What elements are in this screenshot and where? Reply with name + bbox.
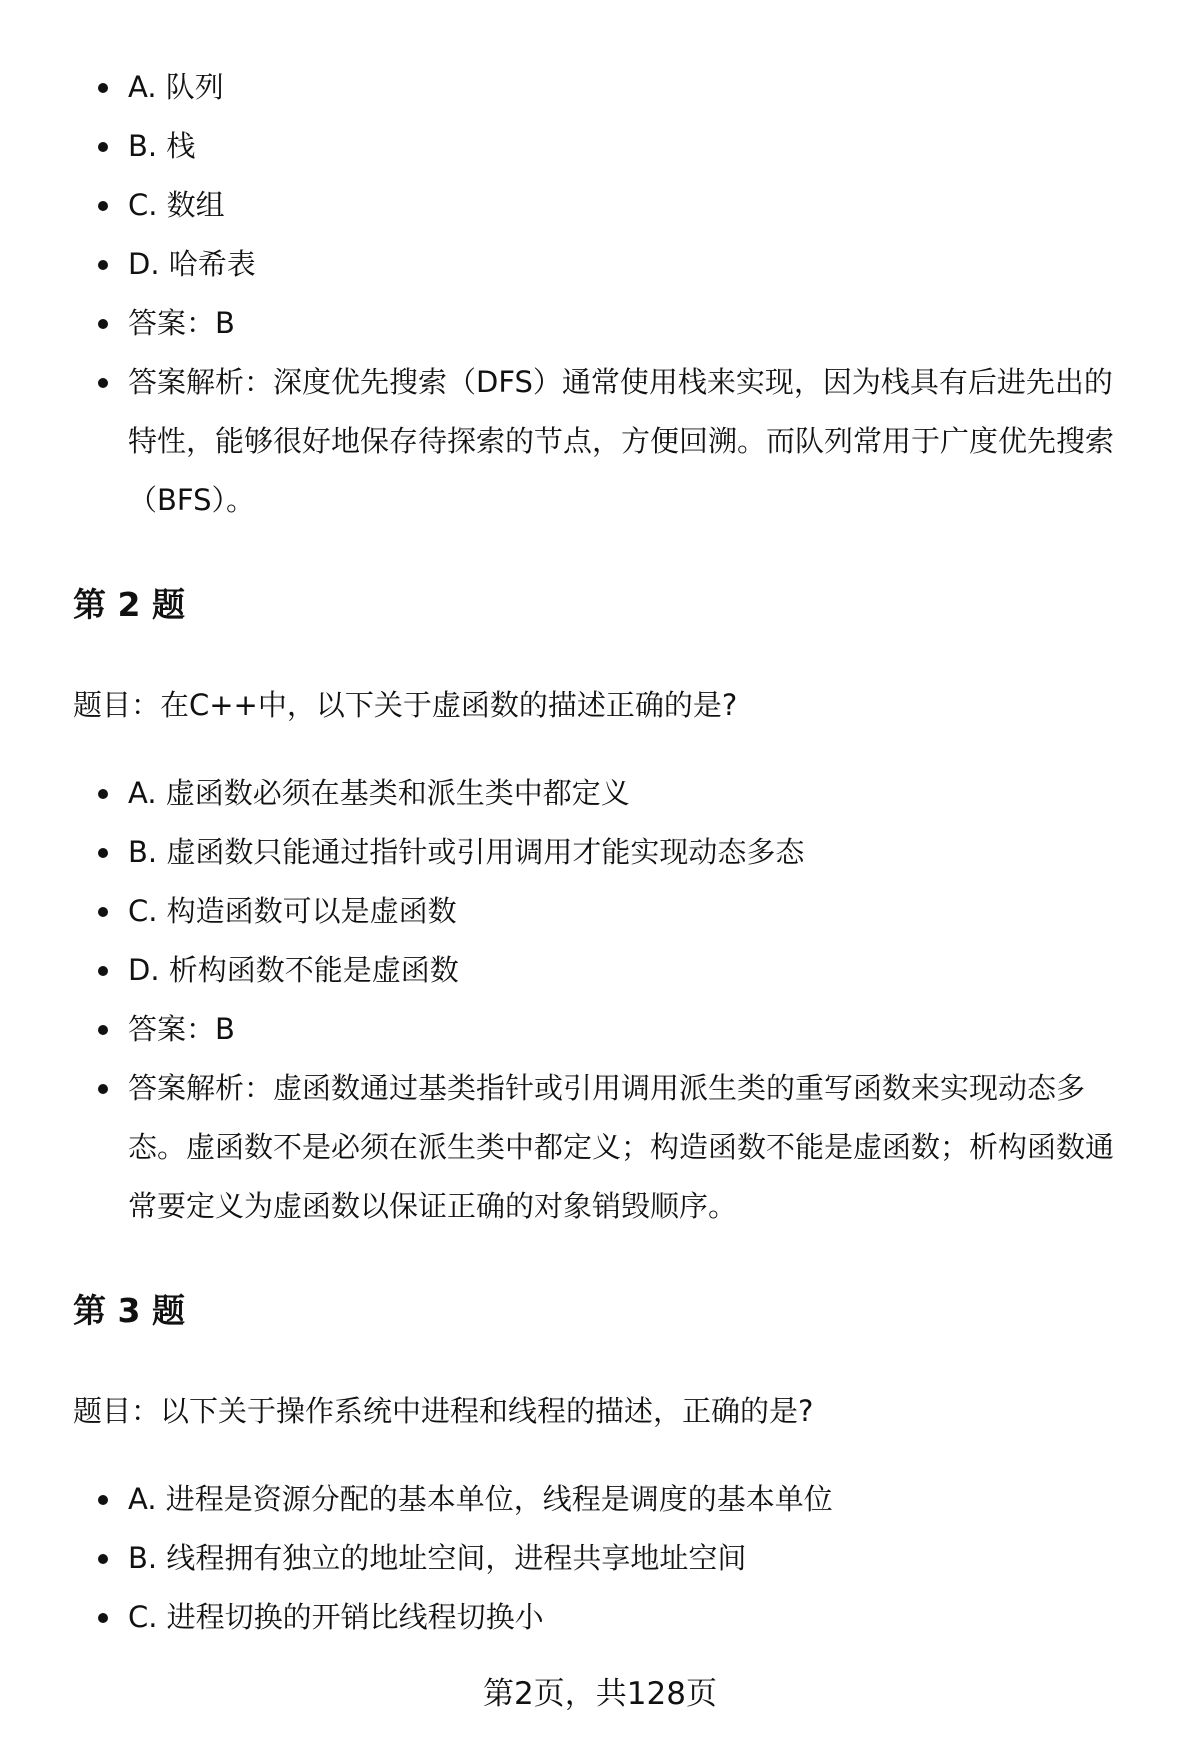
question-1-options xyxy=(0,58,1200,530)
question-1-block xyxy=(0,58,1200,530)
question-3-block xyxy=(0,1470,1200,1647)
answer-explanation: 答案解析：虚函数通过基类指针或引用调用派生类的重写函数来实现动态多态。虚函数不是必须在派生类中都定义；构造函数不能是虚函数；析构函数通常要定义为虚函数以保证正确的对象销毁顺序。 xyxy=(0,1059,1140,1236)
option-a: A. 队列 xyxy=(0,58,1200,117)
page-number: 第2页，共128页 xyxy=(483,1676,717,1712)
question-2-stem: 题目：在C++中，以下关于虚函数的描述正确的是? xyxy=(73,688,738,722)
question-3-title: 第 3 题 xyxy=(73,1291,185,1330)
option-d: D. 哈希表 xyxy=(0,235,1200,294)
option-c: C. 构造函数可以是虚函数 xyxy=(0,882,1200,941)
answer: 答案：B xyxy=(0,294,1200,353)
question-3-options xyxy=(0,1470,1200,1647)
option-c: C. 数组 xyxy=(0,176,1200,235)
answer: 答案：B xyxy=(0,1000,1200,1059)
question-2-options xyxy=(0,764,1200,1236)
option-b: B. 线程拥有独立的地址空间，进程共享地址空间 xyxy=(0,1529,1200,1588)
answer-explanation: 答案解析：深度优先搜索（DFS）通常使用栈来实现，因为栈具有后进先出的特性，能够很好地保存待探索的节点，方便回溯。而队列常用于广度优先搜索（BFS）。 xyxy=(0,353,1140,530)
question-3-stem: 题目：以下关于操作系统中进程和线程的描述，正确的是? xyxy=(73,1394,814,1428)
option-c: C. 进程切换的开销比线程切换小 xyxy=(0,1588,1200,1647)
option-a: A. 虚函数必须在基类和派生类中都定义 xyxy=(0,764,1200,823)
option-b: B. 虚函数只能通过指针或引用调用才能实现动态多态 xyxy=(0,823,1200,882)
question-2-block xyxy=(0,764,1200,1236)
option-d: D. 析构函数不能是虚函数 xyxy=(0,941,1200,1000)
option-a: A. 进程是资源分配的基本单位，线程是调度的基本单位 xyxy=(0,1470,1200,1529)
option-b: B. 栈 xyxy=(0,117,1200,176)
question-2-title: 第 2 题 xyxy=(73,585,185,624)
